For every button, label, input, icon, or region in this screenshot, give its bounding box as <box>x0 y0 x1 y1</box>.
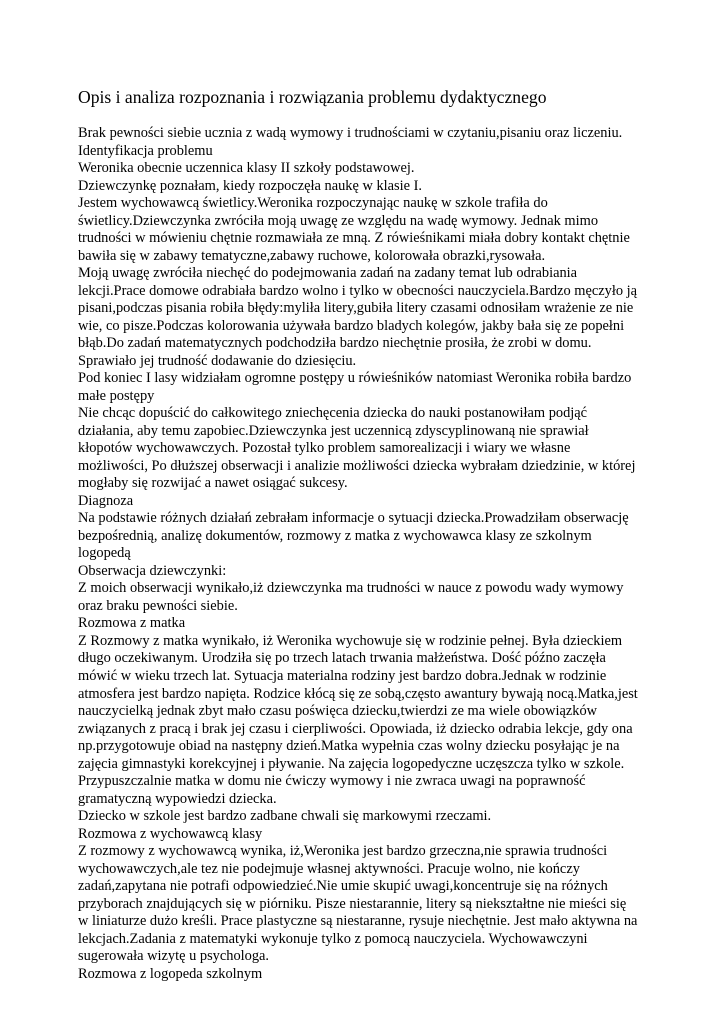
text-line: kłopotów wychowawczych. Pozostał tylko problem samorealizacji i wiary we własne <box>78 440 571 457</box>
text-line: świetlicy.Dziewczynka zwróciła moją uwagę ze względu na wadę wymowy. Jednak mimo <box>78 212 599 229</box>
text-line: Z moich obserwacji wynikało,iż dziewczynka ma trudności w nauce z powodu wady wymowy <box>78 580 624 597</box>
text-line: Rozmowa z logopeda szkolnym <box>78 965 263 982</box>
text-line: Obserwacja dziewczynki: <box>78 562 227 579</box>
text-line: Jestem wychowawcą świetlicy.Weronika rozpoczynając naukę w szkole trafiła do <box>78 195 548 212</box>
text-line: długo oczekiwanym. Urodziła się po trzech latach trwania małżeństwa. Dość późno zaczęła <box>78 650 606 667</box>
text-line: lekcji.Prace domowe odrabiała bardzo wolno i tylko w obecności nauczyciela.Bardzo męczyło ją <box>78 282 638 299</box>
text-line: nauczycielką jednak zbyt mało czasu poświęca dziecku,twierdzi ze ma wiele obowiązków <box>78 703 598 720</box>
text-line: Przypuszczalnie matka w domu nie ćwiczy wymowy i nie zwraca uwagi na poprawność <box>78 773 586 790</box>
text-line: zadań,zapytana nie potrafi odpowiedzieć.Nie umie skupić uwagi,koncentruje się na różnych <box>78 878 608 895</box>
text-line: Diagnoza <box>78 492 134 509</box>
text-line: Rozmowa z matka <box>78 615 186 632</box>
text-line: Dziewczynkę poznałam, kiedy rozpoczęła naukę w klasie I. <box>78 177 423 194</box>
text-line: Dziecko w szkole jest bardzo zadbane chwali się markowymi rzeczami. <box>78 808 492 825</box>
text-line: pisani,podczas pisania robiła błędy:myliła litery,gubiła litery czasami odnosiłam wrażenie ze nie <box>78 300 634 317</box>
text-line: Z rozmowy z wychowawcą wynika, iż,Weronika jest bardzo grzeczna,nie sprawia trudności <box>78 843 608 860</box>
text-line: Identyfikacja problemu <box>78 142 213 159</box>
text-line: Weronika obecnie uczennica klasy II szkoły podstawowej. <box>78 160 415 177</box>
text-line: np.przygotowuje obiad na następny dzień.Matka wypełnia czas wolny dziecku posyłając je na <box>78 738 620 755</box>
text-line: wychowawczych,ale tez nie podejmuje własnej aktywności. Pracuje wolno, nie kończy <box>78 860 580 877</box>
text-line: mówić w wieku trzech lat. Sytuacja materialna rodziny jest bardzo dobra.Jednak w rodzinie <box>78 667 607 684</box>
text-line: bawiła się w zabawy tematyczne,zabawy ruchowe, kolorowała obrazki,rysowała. <box>78 247 546 264</box>
text-line: gramatyczną wypowiedzi dziecka. <box>78 790 277 807</box>
text-line: Nie chcąc dopuścić do całkowitego zniechęcenia dziecka do nauki postanowiłam podjąć <box>78 405 588 422</box>
text-line: Pod koniec I lasy widziałam ogromne postępy u rówieśników natomiast Weronika robiła bardzo <box>78 370 632 387</box>
text-line: Rozmowa z wychowawcą klasy <box>78 825 263 842</box>
text-line: związanych z pracą i brak jej czasu i cierpliwości. Opowiada, iż dziecko odrabia lekcje, gdy ona <box>78 720 633 737</box>
text-line: możliwości, Po dłuższej obserwacji i analizie możliwości dziecka wybrałam dziedzinie, w której <box>78 457 636 474</box>
text-line: trudności w mówieniu chętnie rozmawiała ze mną. Z rówieśnikami miała dobry kontakt chętnie <box>78 230 630 247</box>
text-line: Z Rozmowy z matka wynikało, iż Weronika wychowuje się w rodzinie pełnej. Była dzieckiem <box>78 632 623 649</box>
text-line: Moją uwagę zwróciła niechęć do podejmowania zadań na zadany temat lub odrabiania <box>78 265 578 282</box>
text-line: Brak pewności siebie ucznia z wadą wymowy i trudnościami w czytaniu,pisaniu oraz liczeniu. <box>78 125 623 141</box>
text-line: logopedą <box>78 545 131 562</box>
text-line: działania, aby temu zapobiec.Dziewczynka jest uczennicą zdyscyplinowaną nie sprawiał <box>78 422 589 439</box>
document-title: Opis i analiza rozpoznania i rozwiązania problemu dydaktycznego <box>78 87 547 107</box>
text-line: wie, co pisze.Podczas kolorowania używała bardzo bladych kolegów, jakby bała się ze popełni <box>78 317 625 334</box>
text-line: bezpośrednią, analizę dokumentów, rozmowy z matka z wychowawca klasy ze szkolnym <box>78 527 592 544</box>
text-line: oraz braku pewności siebie. <box>78 597 238 614</box>
text-line: w liniaturze dużo kreśli. Prace plastyczne są niestaranne, rysuje niechętnie. Jest mało aktywna na <box>78 913 638 930</box>
text-line: lekcjach.Zadania z matematyki wykonuje tylko z pomocą nauczyciela. Wychowawczyni <box>78 930 588 947</box>
text-line: Na podstawie różnych działań zebrałam informacje o sytuacji dziecka.Prowadziłam obserwację <box>78 510 629 527</box>
text-line: Sprawiało jej trudność dodawanie do dziesięciu. <box>78 352 357 369</box>
text-line: atmosfera jest bardzo napięta. Rodzice kłócą się ze sobą,często awantury bywają nocą.Matka,jest <box>78 685 638 702</box>
text-line: małe postępy <box>78 387 155 404</box>
text-line: sugerowała wizytę u psychologa. <box>78 948 270 965</box>
text-line: zajęcia gimnastyki korekcyjnej i pływanie. Na zajęcia logopedyczne uczęszcza tylko w szkole. <box>78 755 625 772</box>
text-line: mogłaby się rozwijać a nawet osiągać sukcesy. <box>78 475 348 492</box>
document-body <box>78 125 668 983</box>
text-line: przyborach znajdujących się w piórniku. Pisze niestarannie, litery są niekształtne nie mieści się <box>78 895 627 912</box>
text-line: błąb.Do zadań matematycznych podchodziła bardzo niechętnie prosiła, że zrobi w domu. <box>78 335 592 352</box>
